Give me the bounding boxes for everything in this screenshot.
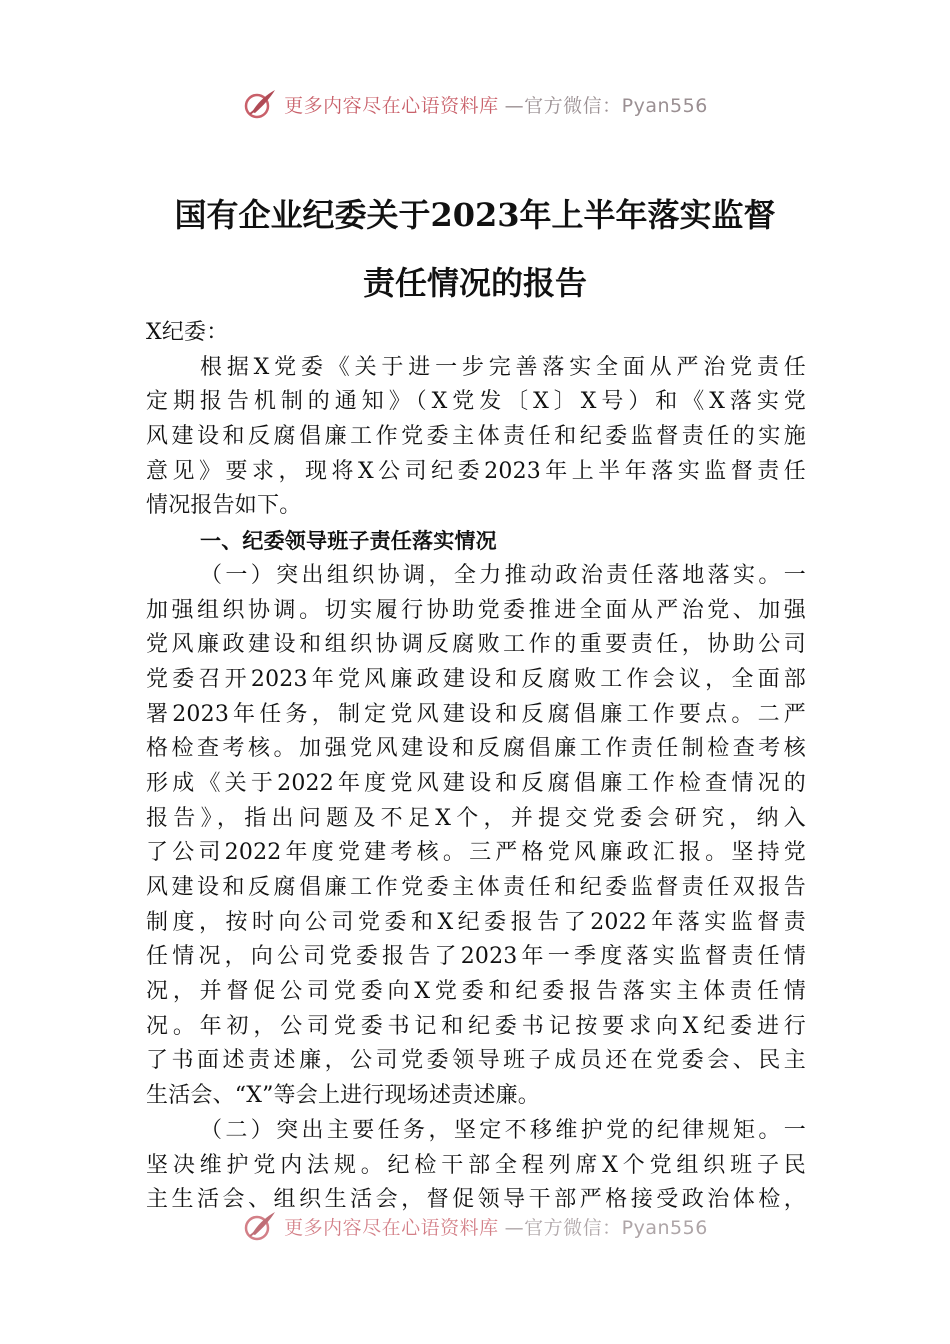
paragraph-line: 形成《关于2022年度党风建设和反腐倡廉工作检查情况的 — [146, 770, 806, 796]
paragraph-line: 任情况，向公司党委报告了2023年一季度落实监督责任情 — [146, 944, 806, 970]
paragraph-line: 主生活会、组织生活会，督促领导干部严格接受政治体检， — [146, 1187, 806, 1213]
document-title-line-2: 责任情况的报告 — [362, 264, 587, 302]
paragraph-line: 了书面述责述廉，公司党委领导班子成员还在党委会、民主 — [146, 1048, 806, 1074]
paragraph-line: 况，并督促公司党委向X党委和纪委报告落实主体责任情 — [146, 979, 806, 1005]
paragraph-line: 了公司2022年度党建考核。三严格党风廉政汇报。坚持党 — [146, 840, 806, 866]
paragraph-line: （二）突出主要任务，坚定不移维护党的纪律规矩。一 — [200, 1117, 806, 1143]
watermark-text-red: 更多内容尽在心语资料库 — [284, 94, 499, 117]
watermark-text-red: 更多内容尽在心语资料库 — [284, 1216, 499, 1239]
paragraph-line: 风建设和反腐倡廉工作党委主体责任和纪委监督责任双报告 — [146, 875, 806, 900]
footer-watermark — [0, 1208, 950, 1244]
paragraph-line: 意见》要求，现将X公司纪委2023年上半年落实监督责任 — [146, 458, 806, 484]
document-title-line-1: 国有企业纪委关于2023年上半年落实监督 — [174, 196, 776, 234]
document-body — [146, 316, 806, 1218]
paragraph-line: 情况报告如下。 — [146, 493, 302, 519]
quill-logo-icon — [242, 86, 278, 122]
paragraph-line: 党风廉政建设和组织协调反腐败工作的重要责任，协助公司 — [146, 632, 806, 658]
paragraph-line: 生活会、“X”等会上进行现场述责述廉。 — [146, 1083, 540, 1109]
paragraph-line: 格检查考核。加强党风建设和反腐倡廉工作责任制检查考核 — [146, 736, 806, 762]
quill-logo-icon — [242, 1208, 278, 1244]
salutation: X纪委： — [146, 320, 229, 345]
paragraph-line: 坚决维护党内法规。纪检干部全程列席X个党组织班子民 — [146, 1152, 806, 1178]
paragraph-line: 署2023年任务，制定党风建设和反腐倡廉工作要点。二严 — [146, 701, 806, 727]
paragraph-line: 定期报告机制的通知》（X党发〔X〕X号）和《X落实党 — [146, 389, 806, 415]
paragraph-line: 党委召开2023年党风廉政建设和反腐败工作会议，全面部 — [146, 666, 806, 692]
paragraph-line: 况。年初，公司党委书记和纪委书记按要求向X纪委进行 — [146, 1013, 806, 1039]
paragraph-line: （一）突出组织协调，全力推动政治责任落地落实。一 — [200, 562, 806, 588]
watermark-text-gray: —官方微信：Pyan556 — [504, 94, 708, 117]
paragraph-line: 风建设和反腐倡廉工作党委主体责任和纪委监督责任的实施 — [146, 424, 806, 450]
paragraph-line: 根据X党委《关于进一步完善落实全面从严治党责任 — [200, 354, 806, 380]
header-watermark — [0, 84, 950, 124]
watermark-text-gray: —官方微信：Pyan556 — [504, 1216, 708, 1239]
paragraph-line: 报告》，指出问题及不足X个，并提交党委会研究，纳入 — [146, 805, 806, 831]
paragraph-line: 制度，按时向公司党委和X纪委报告了2022年落实监督责 — [146, 909, 806, 935]
section-heading: 一、纪委领导班子责任落实情况 — [200, 529, 497, 554]
paragraph-line: 加强组织协调。切实履行协助党委推进全面从严治党、加强 — [146, 597, 806, 623]
